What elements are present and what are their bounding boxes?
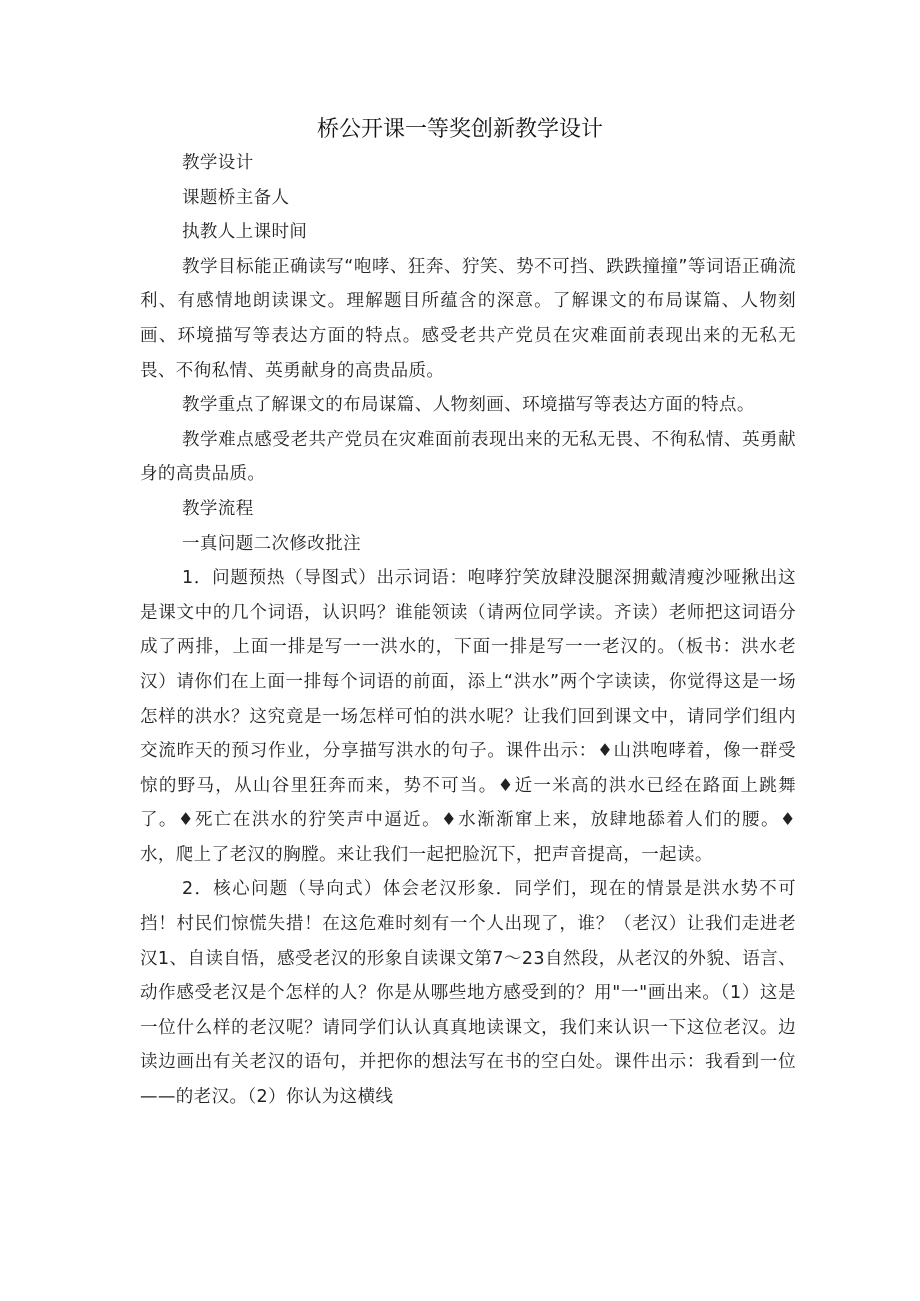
paragraph-step-2: 2．核心问题（导向式）体会老汉形象．同学们，现在的情景是洪水势不可挡！村民们惊慌失措！在这危难时刻有一个人出现了，谁？（老汉）让我们走进老汉1、自读自悟，感受老汉的形象自读课文第7～23自然段，从老汉的外貌、语言、动作感受老汉是个怎样的人？你是从哪些地方感受到的？用"一"画出来。（1）这是一位什么样的老汉呢？请同学们认认真真地读课文，我们来认识一下这位老汉。边读边画出有关老汉的语句，并把你的想法写在书的空白处。课件出示：我看到一位——的老汉。（2）你认为这横线 (140, 879, 796, 1108)
paragraph-teaching-goals: 教学目标能正确读写“咆哮、狂奔、狞笑、势不可挡、跌跌撞撞”等词语正确流利、有感情地朗读课文。理解题目所蕴含的深意。了解课文的布局谋篇、人物刻画、环境描写等表达方面的特点。感受老共产党员在灾难面前表现出来的无私无畏、不徇私情、英勇献身的高贵品质。 (140, 256, 796, 381)
paragraph-step-1: 1．问题预热（导图式）出示词语：咆哮狞笑放肆没腿深拥戴清瘦沙哑揪出这是课文中的几个词语，认识吗？谁能领读（请两位同学读。齐读）老师把这词语分成了两排，上面一排是写一一洪水的，下面一排是写一一老汉的。（板书：洪水老汉）请你们在上面一排每个词语的前面，添上“洪水”两个字读读，你觉得这是一场怎样的洪水？这究竟是一场怎样可怕的洪水呢？让我们回到课文中，请同学们组内交流昨天的预习作业，分享描写洪水的句子。课件出示：♦山洪咆哮着，像一群受惊的野马，从山谷里狂奔而来，势不可当。♦近一米高的洪水已经在路面上跳舞了。♦死亡在洪水的狞笑声中逼近。♦水渐渐窜上来，放肆地舔着人们的腰。♦水，爬上了老汉的胸膛。来让我们一起把脸沉下，把声音提高，一起读。 (140, 568, 796, 865)
paragraph-teaching-focus: 教学重点了解课文的布局谋篇、人物刻画、环境描写等表达方面的特点。 (182, 395, 755, 416)
document-title: 桥公开课一等奖创新教学设计 (316, 117, 603, 142)
paragraph-teaching-difficulty: 教学难点感受老共产党员在灾难面前表现出来的无私无畏、不徇私情、英勇献身的高贵品质。 (140, 429, 796, 485)
paragraph-lesson-topic: 课题桥主备人 (182, 187, 290, 208)
paragraph-revision-notes: 一真问题二次修改批注 (182, 533, 361, 554)
paragraph-section-heading: 教学设计 (182, 153, 254, 173)
paragraph-teacher-time: 执教人上课时间 (182, 222, 308, 243)
paragraph-teaching-process: 教学流程 (182, 498, 254, 519)
document-body (140, 146, 796, 1115)
